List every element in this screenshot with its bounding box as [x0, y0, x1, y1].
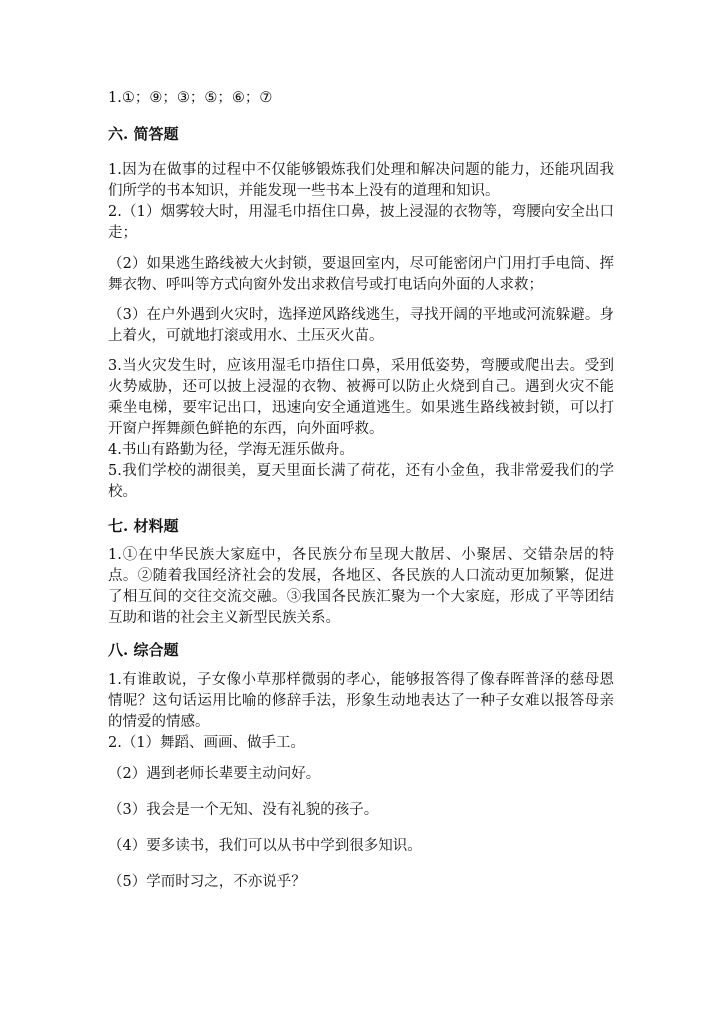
comprehensive-q2-part2: （2）遇到老师长辈要主动问好。: [108, 766, 321, 782]
short-answer-q5: 5.我们学校的湖很美，夏天里面长满了荷花，还有小金鱼，我非常爱我们的学校。: [108, 463, 614, 500]
material-q1: 1.①在中华民族大家庭中，各民族分布呈现大散居、小聚居、交错杂居的特点。②随着我国经济社会的发展，各地区、各民族的人口流动更加频繁，促进了相互间的交往交流交融。③我国各民族汇聚为一个大家庭，形成了平等团结互助和谐的社会主义新型民族关系。: [108, 547, 614, 626]
answer-line-1: 1.①；⑨；③；⑤；⑥；⑦: [108, 90, 273, 106]
short-answer-q2-part1: 2.（1）烟雾较大时，用湿毛巾捂住口鼻，披上浸湿的衣物等，弯腰向安全出口走；: [108, 204, 614, 241]
comprehensive-q2-part4: （4）要多读书，我们可以从书中学到很多知识。: [108, 838, 422, 854]
short-answer-q2-part2: （2）如果逃生路线被大火封锁，要退回室内，尽可能密闭户门用打手电筒、挥舞衣物、呼叫等方式向窗外发出求救信号或打电话向外面的人求救；: [108, 256, 614, 293]
section-heading-short-answer: 六. 简答题: [108, 125, 179, 143]
short-answer-q3: 3.当火灾发生时，应该用湿毛巾捂住口鼻，采用低姿势，弯腰或爬出去。受到火势威胁，还可以披上浸湿的衣物、被褥可以防止火烧到自己。遇到火灾不能乘坐电梯，要牢记出口，迅速向安全通道逃生。如果逃生路线被封锁，可以打开窗户挥舞颜色鲜艳的东西，向外面呼救。: [108, 358, 614, 437]
short-answer-q2-part3: （3）在户外遇到火灾时，选择逆风路线逃生，寻找开阔的平地或河流躲避。身上着火，可就地打滚或用水、土压灭火苗。: [108, 307, 614, 344]
comprehensive-q2-part5: （5）学而时习之，不亦说乎？: [108, 874, 306, 890]
comprehensive-q2-part3: （3）我会是一个无知、没有礼貌的孩子。: [108, 802, 379, 818]
comprehensive-q2-part1: 2.（1）舞蹈、画画、做手工。: [108, 735, 306, 751]
comprehensive-q1: 1.有谁敢说，子女像小草那样微弱的孝心，能够报答得了像春晖普泽的慈母恩情呢？这句话运用比喻的修辞手法，形象生动地表达了一种子女难以报答母亲的情爱的情感。: [108, 672, 614, 730]
section-heading-material: 七. 材料题: [108, 517, 179, 535]
short-answer-q1: 1.因为在做事的过程中不仅能够锻炼我们处理和解决问题的能力，还能巩固我们所学的书本知识，并能发现一些书本上没有的道理和知识。: [108, 162, 614, 199]
section-heading-comprehensive: 八. 综合题: [108, 641, 179, 659]
short-answer-q4: 4.书山有路勤为径，学海无涯乐做舟。: [108, 442, 354, 458]
